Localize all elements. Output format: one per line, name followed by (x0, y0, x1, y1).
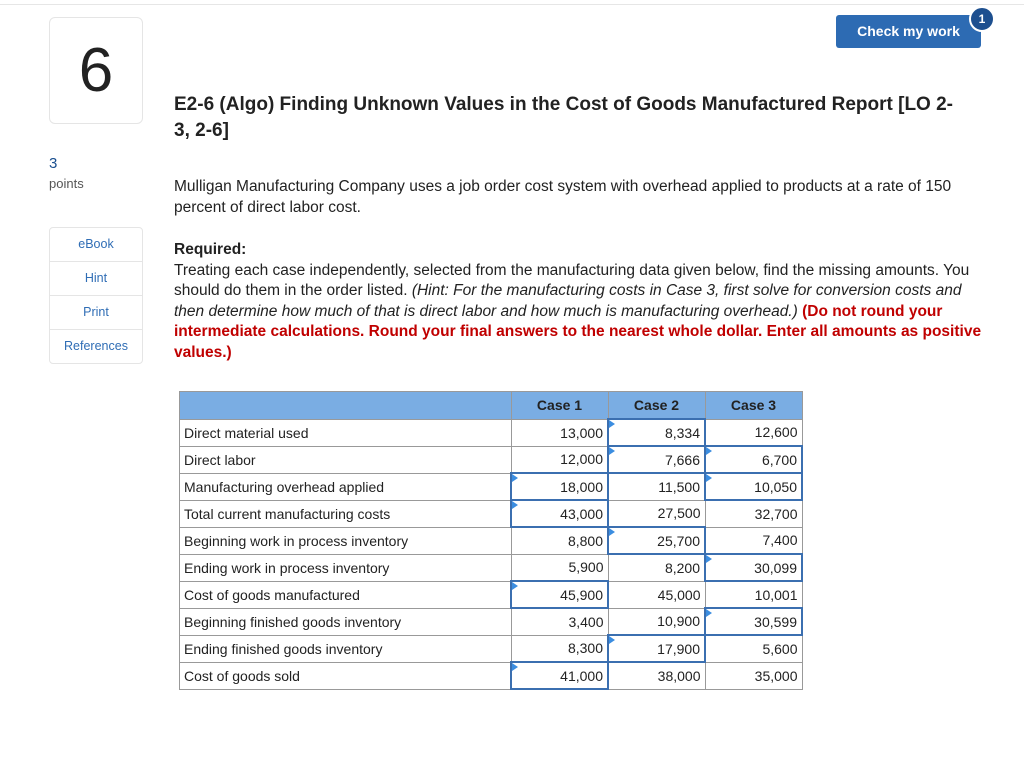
row-label: Ending finished goods inventory (180, 635, 512, 662)
print-link[interactable]: Print (50, 296, 142, 330)
row-label: Direct material used (180, 419, 512, 446)
value-cell: 13,000 (511, 419, 608, 446)
value-cell: 8,300 (511, 635, 608, 662)
answer-input[interactable]: 30,099 (705, 554, 802, 581)
answer-input[interactable]: 43,000 (511, 500, 608, 527)
resource-sidebar (49, 227, 143, 364)
answer-input[interactable]: 6,700 (705, 446, 802, 473)
answer-input[interactable]: 41,000 (511, 662, 608, 689)
value-cell: 32,700 (705, 500, 802, 527)
data-table (179, 391, 803, 690)
case-header: Case 2 (608, 392, 705, 420)
table-row (180, 527, 803, 554)
value-cell: 11,500 (608, 473, 705, 500)
table-row (180, 554, 803, 581)
value-cell: 35,000 (705, 662, 802, 689)
hint-text: (Hint: For the manufacturing costs in Case 3, first solve for conversion costs and then determine how much of that is direct labor and how much is manufacturing overhead.) (174, 282, 962, 320)
row-label: Beginning finished goods inventory (180, 608, 512, 635)
value-cell: 5,900 (511, 554, 608, 581)
answer-input[interactable]: 18,000 (511, 473, 608, 500)
value-cell: 38,000 (608, 662, 705, 689)
check-my-work-button[interactable]: Check my work (836, 15, 981, 48)
required-section (174, 240, 994, 363)
table-row (180, 473, 803, 500)
value-cell: 3,400 (511, 608, 608, 635)
row-label: Manufacturing overhead applied (180, 473, 512, 500)
table-row (180, 419, 803, 446)
label-header (180, 392, 512, 420)
answer-input[interactable]: 10,050 (705, 473, 802, 500)
answer-input[interactable]: 45,900 (511, 581, 608, 608)
row-label: Cost of goods manufactured (180, 581, 512, 608)
required-text: Treating each case independently, selected from the manufacturing data given below, find the missing amounts. You should do them in the order listed. (174, 261, 970, 299)
question-title: E2-6 (Algo) Finding Unknown Values in the Cost of Goods Manufactured Report [LO 2-3, 2-6] (174, 94, 954, 141)
table-row (180, 581, 803, 608)
intro-text: Mulligan Manufacturing Company uses a job order cost system with overhead applied to products at a rate of 150 percent of direct labor cost. (174, 178, 952, 216)
answer-input[interactable]: 17,900 (608, 635, 705, 662)
instruction-text: (Do not round your intermediate calculations. Round your final answers to the nearest whole dollar. Enter all amounts as positive values.) (174, 302, 982, 361)
value-cell: 45,000 (608, 581, 705, 608)
table-row (180, 608, 803, 635)
row-label: Ending work in process inventory (180, 554, 512, 581)
value-cell: 12,000 (511, 446, 608, 473)
value-cell: 10,001 (705, 581, 802, 608)
value-cell: 8,200 (608, 554, 705, 581)
case-header: Case 1 (511, 392, 608, 420)
table-row (180, 662, 803, 689)
case-header: Case 3 (705, 392, 802, 420)
row-label: Total current manufacturing costs (180, 500, 512, 527)
question-number: 6 (49, 17, 143, 124)
value-cell: 12,600 (705, 419, 802, 446)
value-cell: 10,900 (608, 608, 705, 635)
table-row (180, 635, 803, 662)
required-label: Required: (174, 241, 247, 258)
answer-input[interactable]: 8,334 (608, 419, 705, 446)
value-cell: 5,600 (705, 635, 802, 662)
row-label: Cost of goods sold (180, 662, 512, 689)
answer-input[interactable]: 7,666 (608, 446, 705, 473)
references-link[interactable]: References (64, 339, 128, 353)
value-cell: 8,800 (511, 527, 608, 554)
ebook-link[interactable]: eBook (50, 228, 142, 262)
row-label: Beginning work in process inventory (180, 527, 512, 554)
row-label: Direct labor (180, 446, 512, 473)
points-label: points (49, 176, 84, 191)
answer-input[interactable]: 25,700 (608, 527, 705, 554)
value-cell: 27,500 (608, 500, 705, 527)
check-count-badge: 1 (969, 6, 995, 32)
table-row (180, 500, 803, 527)
table-row (180, 446, 803, 473)
points-value: 3 (49, 155, 58, 172)
answer-input[interactable]: 30,599 (705, 608, 802, 635)
top-divider (0, 4, 1024, 5)
value-cell: 7,400 (705, 527, 802, 554)
hint-link[interactable]: Hint (50, 262, 142, 296)
